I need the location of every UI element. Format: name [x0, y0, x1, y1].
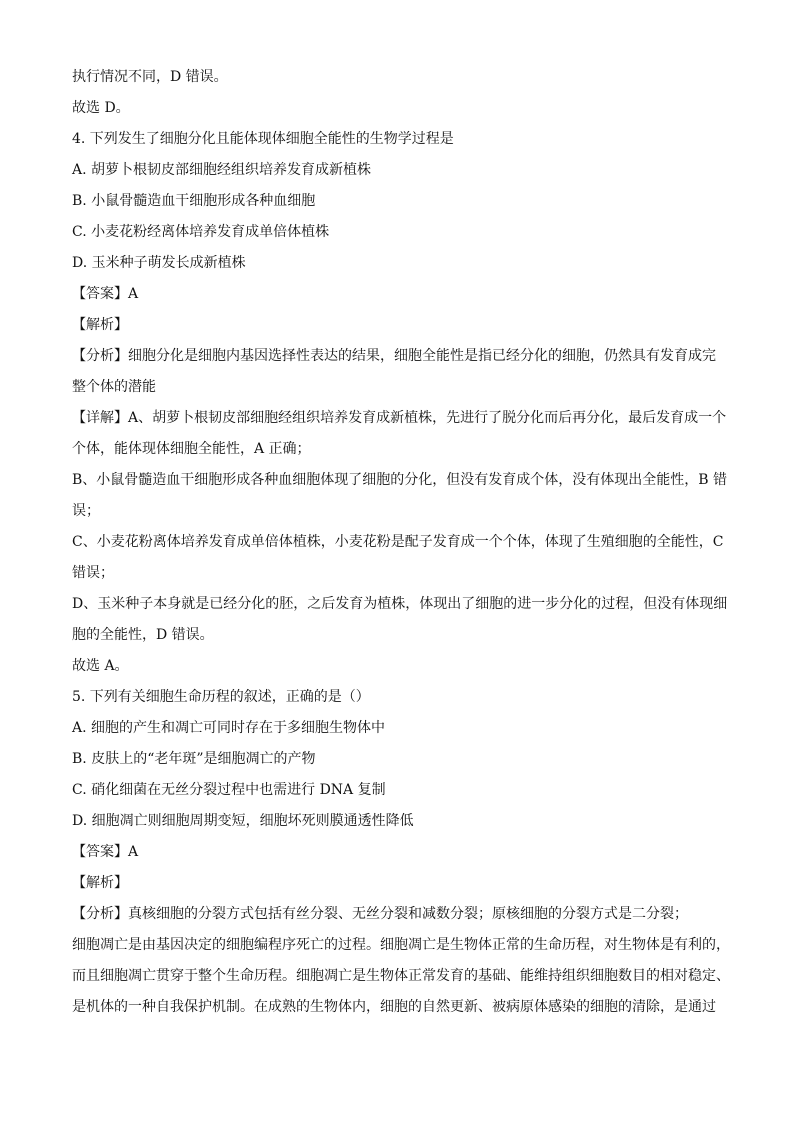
- text-line: 执行情况不同，D 错误。: [72, 69, 228, 85]
- document-body: [72, 62, 730, 1023]
- text-line: 故选 D。: [72, 100, 130, 116]
- question-4-analysis-heading: 【解析】: [72, 317, 128, 333]
- question-4-option-c: C. 小麦花粉经离体培养发育成单倍体植株: [72, 224, 330, 240]
- question-5-option-d: D. 细胞凋亡则细胞周期变短，细胞坏死则膜通透性降低: [72, 813, 414, 829]
- question-4-answer: 【答案】A: [72, 286, 139, 302]
- text-line: 整个体的潜能: [72, 379, 156, 395]
- text-line: 细胞凋亡是由基因决定的细胞编程序死亡的过程。细胞凋亡是生物体正常的生命历程，对生物体是有利的，: [72, 937, 730, 953]
- text-line: 【分析】真核细胞的分裂方式包括有丝分裂、无丝分裂和减数分裂；原核细胞的分裂方式是二分裂；: [72, 906, 688, 922]
- text-line: 个体，能体现体细胞全能性，A 正确；: [72, 441, 311, 457]
- question-4-option-a: A. 胡萝卜根韧皮部细胞经组织培养发育成新植株: [72, 162, 372, 178]
- question-4-stem: 4. 下列发生了细胞分化且能体现体细胞全能性的生物学过程是: [72, 131, 454, 147]
- text-line: 误；: [72, 503, 100, 519]
- text-line: 而且细胞凋亡贯穿于整个生命历程。细胞凋亡是生物体正常发育的基础、能维持组织细胞数目的相对稳定、: [72, 968, 730, 984]
- text-line: C、小麦花粉离体培养发育成单倍体植株，小麦花粉是配子发育成一个个体，体现了生殖细胞的全能性，C: [72, 534, 724, 550]
- text-line: D、玉米种子本身就是已经分化的胚，之后发育为植株，体现出了细胞的进一步分化的过程，但没有体现细: [72, 596, 728, 612]
- question-5-stem: 5. 下列有关细胞生命历程的叙述，正确的是（）: [72, 689, 370, 705]
- text-line: 【详解】A、胡萝卜根韧皮部细胞经组织培养发育成新植株，先进行了脱分化而后再分化，最后发育成一个: [72, 410, 727, 426]
- text-line: 胞的全能性，D 错误。: [72, 627, 214, 643]
- text-line: 是机体的一种自我保护机制。在成熟的生物体内，细胞的自然更新、被病原体感染的细胞的清除，是通过: [72, 999, 716, 1015]
- text-line: 【分析】细胞分化是细胞内基因选择性表达的结果，细胞全能性是指已经分化的细胞，仍然具有发育成完: [72, 348, 716, 364]
- question-5-option-a: A. 细胞的产生和凋亡可同时存在于多细胞生物体中: [72, 720, 386, 736]
- question-5-option-b: B. 皮肤上的“老年斑”是细胞凋亡的产物: [72, 751, 316, 767]
- question-5-analysis-heading: 【解析】: [72, 875, 128, 891]
- question-5-answer: 【答案】A: [72, 844, 139, 860]
- question-4-option-b: B. 小鼠骨髓造血干细胞形成各种血细胞: [72, 193, 316, 209]
- question-4-option-d: D. 玉米种子萌发长成新植株: [72, 255, 246, 271]
- question-5-option-c: C. 硝化细菌在无丝分裂过程中也需进行 DNA 复制: [72, 782, 386, 798]
- text-line: 错误；: [72, 565, 114, 581]
- text-line: 故选 A。: [72, 658, 129, 674]
- text-line: B、小鼠骨髓造血干细胞形成各种血细胞体现了细胞的分化，但没有发育成个体，没有体现出全能性，B 错: [72, 472, 728, 488]
